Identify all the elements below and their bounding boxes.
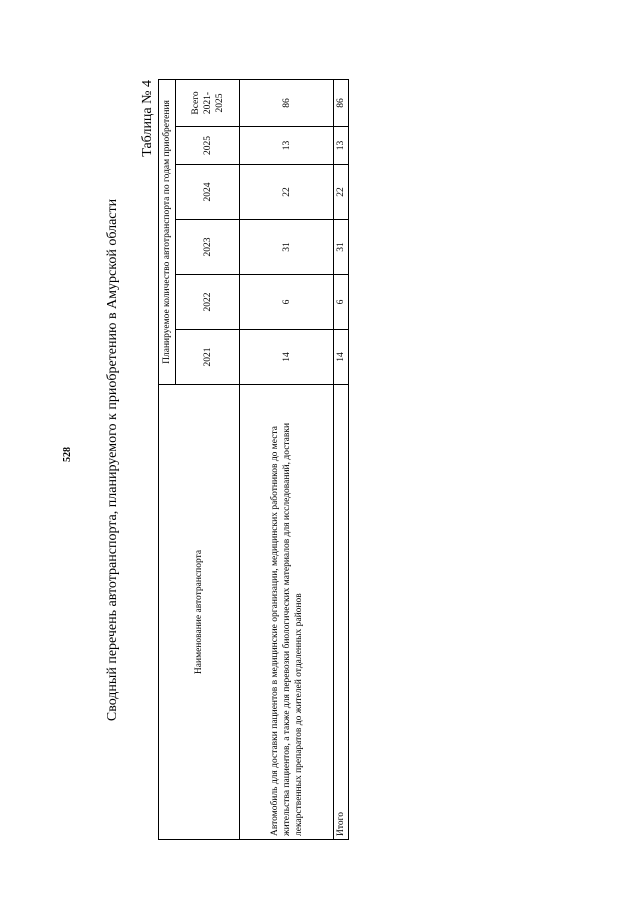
header-total-line1: Всего — [190, 91, 201, 115]
row-value-cell: 13 — [240, 127, 334, 165]
row-name-cell: Автомобиль для доставки пациентов в медицинские организации, медицинских работников до места жительства пациентов, а также для перевозки биологических материалов для исследований, доставки лекарственных препаратов до жителей отдаленных районов — [240, 385, 334, 840]
row-value-cell: 14 — [240, 330, 334, 385]
rotated-page-content — [103, 70, 346, 850]
document-title: Сводный перечень автотранспорта, планируемого к приобретению в Амурской области — [105, 198, 120, 722]
vehicle-table — [158, 79, 349, 840]
header-name: Наименование автотранспорта — [159, 385, 240, 840]
footer-total-cell: 86 — [334, 79, 349, 126]
footer-label-cell: Итого — [334, 385, 349, 840]
footer-row — [334, 79, 349, 839]
header-year: 2021 — [176, 330, 240, 385]
row-value-cell: 31 — [240, 220, 334, 275]
header-total — [176, 79, 240, 126]
footer-value-cell: 31 — [334, 220, 349, 275]
header-year: 2023 — [176, 220, 240, 275]
table-label: Таблица № 4 — [140, 80, 155, 157]
table-row — [240, 79, 334, 839]
row-value-cell: 22 — [240, 165, 334, 220]
header-year: 2025 — [176, 127, 240, 165]
row-value-cell: 6 — [240, 275, 334, 330]
header-group: Планируемое количество автотранспорта по годам приобретения — [159, 79, 176, 384]
footer-value-cell: 6 — [334, 275, 349, 330]
footer-value-cell: 14 — [334, 330, 349, 385]
header-total-line2: 2021-2025 — [202, 91, 225, 115]
footer-value-cell: 13 — [334, 127, 349, 165]
row-total-cell: 86 — [240, 79, 334, 126]
footer-value-cell: 22 — [334, 165, 349, 220]
header-year: 2024 — [176, 165, 240, 220]
page-number: 528 — [62, 447, 73, 462]
header-year: 2022 — [176, 275, 240, 330]
